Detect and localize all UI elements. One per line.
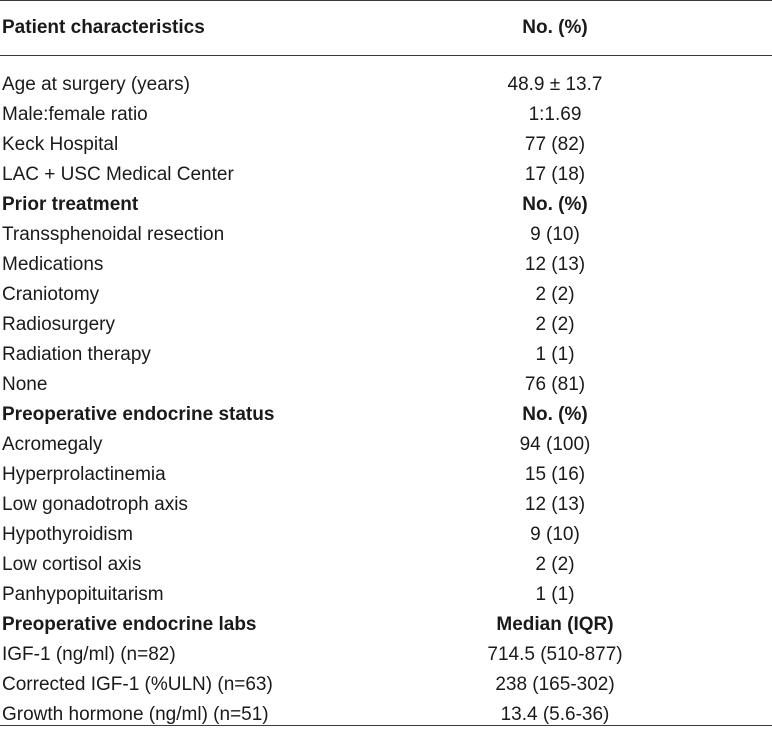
table-body	[0, 70, 772, 730]
row-label: LAC + USC Medical Center	[2, 164, 234, 185]
table-bottom-rule	[0, 725, 772, 726]
table-row	[0, 580, 772, 610]
row-label: Keck Hospital	[2, 134, 119, 155]
row-value: 76 (81)	[524, 374, 586, 395]
header-value: No. (%)	[522, 17, 588, 38]
table-row	[0, 460, 772, 490]
row-label: Growth hormone (ng/ml) (n=51)	[2, 704, 269, 725]
row-value: 1 (1)	[535, 584, 575, 605]
table-row	[0, 490, 772, 520]
table-row	[0, 640, 772, 670]
row-value: 9 (10)	[530, 524, 580, 545]
table-row	[0, 130, 772, 160]
section-value-header: No. (%)	[522, 404, 588, 425]
row-label: Radiation therapy	[2, 344, 151, 365]
row-label: Panhypopituitarism	[2, 584, 164, 605]
row-label: Hypothyroidism	[2, 524, 133, 545]
section-label: Preoperative endocrine labs	[2, 614, 257, 635]
table-row	[0, 550, 772, 580]
row-label: Age at surgery (years)	[2, 74, 190, 95]
table-row	[0, 310, 772, 340]
row-value: 12 (13)	[524, 494, 586, 515]
row-value: 1:1.69	[528, 104, 582, 125]
row-label: Craniotomy	[2, 284, 100, 305]
row-label: Corrected IGF-1 (%ULN) (n=63)	[2, 674, 273, 695]
row-label: Male:female ratio	[2, 104, 148, 125]
row-label: IGF-1 (ng/ml) (n=82)	[2, 644, 176, 665]
table-header-rule	[0, 55, 772, 56]
row-value: 13.4 (5.6-36)	[500, 704, 610, 725]
table-row	[0, 430, 772, 460]
table-row	[0, 70, 772, 100]
table-row	[0, 520, 772, 550]
table-row	[0, 370, 772, 400]
row-value: 2 (2)	[535, 314, 575, 335]
table-row	[0, 100, 772, 130]
row-value: 17 (18)	[524, 164, 586, 185]
header-label: Patient characteristics	[2, 17, 205, 38]
row-label: Acromegaly	[2, 434, 103, 455]
table-header-row	[0, 1, 772, 55]
row-value: 1 (1)	[535, 344, 575, 365]
row-value: 2 (2)	[535, 284, 575, 305]
row-label: None	[2, 374, 48, 395]
row-label: Low gonadotroph axis	[2, 494, 188, 515]
row-label: Radiosurgery	[2, 314, 115, 335]
section-label: Prior treatment	[2, 194, 139, 215]
row-value: 714.5 (510-877)	[487, 644, 623, 665]
row-value: 94 (100)	[519, 434, 591, 455]
row-value: 238 (165-302)	[495, 674, 615, 695]
table-row	[0, 670, 772, 700]
row-label: Transsphenoidal resection	[2, 224, 225, 245]
section-header-row	[0, 190, 772, 220]
table-row	[0, 280, 772, 310]
section-header-row	[0, 610, 772, 640]
table-row	[0, 340, 772, 370]
row-value: 9 (10)	[530, 224, 580, 245]
section-label: Preoperative endocrine status	[2, 404, 275, 425]
row-value: 77 (82)	[524, 134, 586, 155]
section-value-header: Median (IQR)	[496, 614, 614, 635]
row-label: Low cortisol axis	[2, 554, 142, 575]
row-value: 15 (16)	[524, 464, 586, 485]
section-value-header: No. (%)	[522, 194, 588, 215]
row-value: 12 (13)	[524, 254, 586, 275]
table-row	[0, 250, 772, 280]
row-value: 48.9 ± 13.7	[507, 74, 603, 95]
section-header-row	[0, 400, 772, 430]
row-label: Hyperprolactinemia	[2, 464, 166, 485]
table-row	[0, 160, 772, 190]
row-label: Medications	[2, 254, 104, 275]
table-row	[0, 220, 772, 250]
row-value: 2 (2)	[535, 554, 575, 575]
